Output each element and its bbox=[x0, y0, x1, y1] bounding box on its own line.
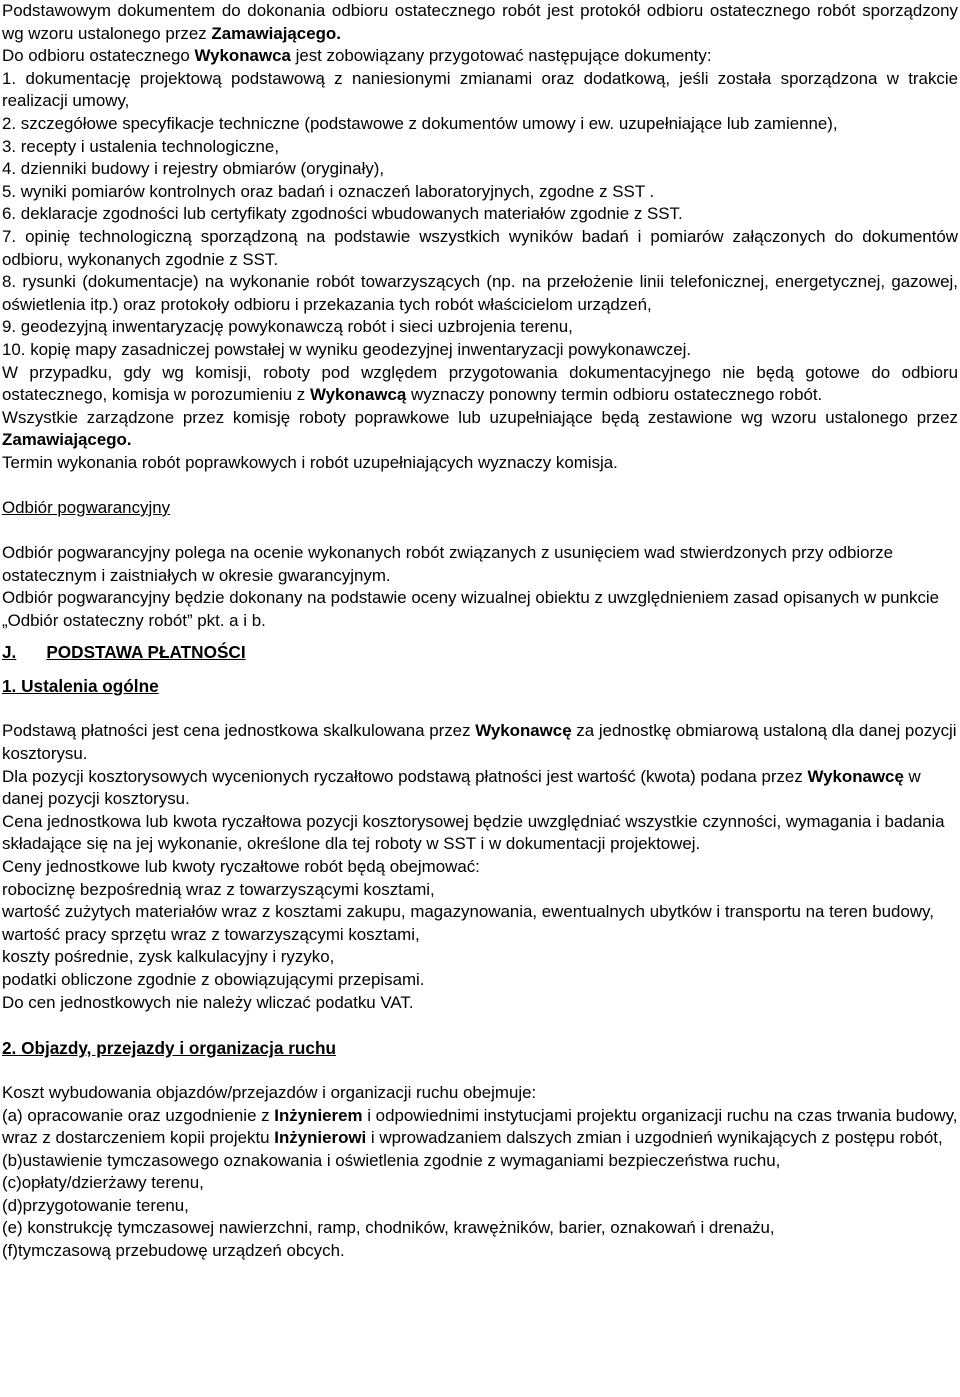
paragraph-text: za jednostkę obmiarową ustaloną dla danej pozycji kosztorysu. bbox=[2, 721, 957, 763]
paragraph-text: wyznaczy ponowny termin odbioru ostatecznego robót. bbox=[406, 385, 823, 405]
list-number: 2. bbox=[2, 113, 17, 133]
spacer bbox=[2, 698, 958, 721]
paragraph: Odbiór pogwarancyjny polega na ocenie wykonanych robót związanych z usunięciem wad stwierdzonych przy odbiorze ostatecznym i zaistniałych w okresie gwarancyjnym. bbox=[2, 543, 893, 585]
list-number: 6. bbox=[2, 204, 17, 224]
documents-list bbox=[2, 68, 958, 362]
list-number: 1. bbox=[2, 68, 17, 88]
paragraph bbox=[2, 720, 958, 765]
paragraph: Termin wykonania robót poprawkowych i robót uzupełniających wyznaczy komisja. bbox=[2, 452, 618, 472]
list-item-text: geodezyjną inwentaryzację powykonawczą robót i sieci uzbrojenia terenu, bbox=[20, 317, 573, 337]
section-j-heading bbox=[2, 641, 958, 664]
paragraph-bold-text: Wykonawcę bbox=[475, 721, 572, 741]
paragraph-text: jest zobowiązany przygotować następujące dokumenty: bbox=[290, 46, 712, 66]
spacer bbox=[2, 633, 958, 641]
paragraph-text: (a) opracowanie oraz uzgodnienie z bbox=[2, 1105, 275, 1125]
list-number: 4. bbox=[2, 159, 17, 179]
section-title: PODSTAWA PŁATNOŚCI bbox=[46, 641, 246, 662]
spacer bbox=[2, 474, 958, 497]
spacer bbox=[2, 520, 958, 543]
list-item: podatki obliczone zgodnie z obowiązującymi przepisami. bbox=[2, 969, 425, 989]
list-item-text: dzienniki budowy i rejestry obmiarów (oryginały), bbox=[20, 159, 385, 179]
spacer bbox=[2, 1014, 958, 1037]
spacer bbox=[2, 663, 958, 675]
paragraph-text: Wszystkie zarządzone przez komisję roboty poprawkowe lub uzupełniające będą zestawione wg wzoru ustalonego przez bbox=[2, 407, 958, 427]
documents-required-paragraph bbox=[2, 45, 958, 68]
paragraph-bold-text: Wykonawca bbox=[194, 46, 291, 66]
list-item bbox=[2, 181, 958, 204]
section-heading: 1. Ustalenia ogólne bbox=[2, 676, 159, 697]
list-item: (d)przygotowanie terenu, bbox=[2, 1195, 189, 1215]
paragraph-text: Podstawą płatności jest cena jednostkowa skalkulowana przez bbox=[2, 721, 476, 741]
list-number: 5. bbox=[2, 181, 17, 201]
list-item: (f)tymczasową przebudowę urządzeń obcych. bbox=[2, 1241, 345, 1261]
list-item-text: dokumentację projektową podstawową z naniesionymi zmianami oraz dodatkową, jeśli została sporządzona w trakcie realizacji umowy, bbox=[2, 68, 958, 111]
list-item-text: kopię mapy zasadniczej powstałej w wyniku geodezyjnej inwentaryzacji powykonawczej. bbox=[30, 339, 692, 359]
list-item-text: rysunki (dokumentacje) na wykonanie robót towarzyszących (np. na przełożenie linii telefonicznej, energetycznej, gazowej, oświetlenia itp.) oraz protokoły odbioru i przekazania tych robót właścicielom urządzeń, bbox=[2, 272, 958, 314]
list-item bbox=[2, 68, 958, 113]
paragraph: Koszt wybudowania objazdów/przejazdów i organizacji ruchu obejmuje: bbox=[2, 1082, 537, 1102]
list-number: 8. bbox=[2, 272, 17, 292]
list-item bbox=[2, 1105, 958, 1150]
intro-bold-text: Zamawiającego. bbox=[211, 23, 341, 43]
section-heading: Odbiór pogwarancyjny bbox=[2, 498, 171, 518]
list-item bbox=[2, 158, 958, 181]
document-page bbox=[2, 0, 958, 1263]
paragraph: Cena jednostkowa lub kwota ryczałtowa pozycji kosztorysowej będzie uwzględniać wszystkie czynności, wymagania i badania składające się na jej wykonanie, określone dla tej roboty w SST i w dokumentacji projektowej. bbox=[2, 811, 945, 854]
section-heading: 2. Objazdy, przejazdy i organizacja ruchu bbox=[2, 1037, 336, 1058]
list-item-text: recepty i ustalenia technologiczne, bbox=[20, 136, 280, 156]
list-item bbox=[2, 316, 958, 339]
list-item bbox=[2, 136, 958, 159]
paragraph-text: i odpowiednimi instytucjami projektu organizacji ruchu na czas trwania budowy, wraz z dostarczeniem kopii projektu bbox=[2, 1105, 958, 1148]
spacer bbox=[2, 1059, 958, 1082]
list-item: wartość zużytych materiałów wraz z kosztami zakupu, magazynowania, ewentualnych ubytków i transportu na teren budowy, bbox=[2, 902, 934, 922]
list-item bbox=[2, 113, 958, 136]
intro-paragraph bbox=[2, 0, 958, 45]
list-number: 9. bbox=[2, 317, 17, 337]
list-item bbox=[2, 339, 958, 362]
paragraph-bold-text: Inżynierem bbox=[274, 1105, 363, 1125]
list-item bbox=[2, 203, 958, 226]
list-item: koszty pośrednie, zysk kalkulacyjny i ryzyko, bbox=[2, 947, 335, 967]
paragraph bbox=[2, 362, 958, 407]
paragraph-bold-text: Inżynierowi bbox=[274, 1128, 367, 1148]
section-letter: J. bbox=[2, 641, 17, 662]
list-item-text: wyniki pomiarów kontrolnych oraz badań i oznaczeń laboratoryjnych, zgodne z SST . bbox=[20, 181, 655, 201]
intro-text: Podstawowym dokumentem do dokonania odbioru ostatecznego robót jest protokół odbioru ostatecznego robót sporządzony wg wzoru ustalonego przez bbox=[2, 1, 958, 43]
list-item bbox=[2, 271, 958, 316]
list-number: 7. bbox=[2, 226, 17, 246]
paragraph-text: Do odbioru ostatecznego bbox=[2, 46, 195, 66]
paragraph-bold-text: Wykonawcą bbox=[309, 385, 407, 405]
list-number: 10. bbox=[2, 339, 26, 359]
paragraph bbox=[2, 766, 958, 811]
paragraph: Do cen jednostkowych nie należy wliczać podatku VAT. bbox=[2, 992, 414, 1012]
list-item: (b)ustawienie tymczasowego oznakowania i oświetlenia zgodnie z wymaganiami bezpieczeństwa ruchu, bbox=[2, 1150, 781, 1170]
list-item: (c)opłaty/dzierżawy terenu, bbox=[2, 1173, 204, 1193]
paragraph-bold-text: Zamawiającego. bbox=[2, 430, 132, 450]
list-number: 3. bbox=[2, 136, 17, 156]
list-item-text: opinię technologiczną sporządzoną na podstawie wszystkich wyników badań i pomiarów załączonych do dokumentów odbioru, wykonanych zgodnie z SST. bbox=[2, 226, 958, 269]
list-item: wartość pracy sprzętu wraz z towarzyszącymi kosztami, bbox=[2, 924, 420, 944]
paragraph: Ceny jednostkowe lub kwoty ryczałtowe robót będą obejmować: bbox=[2, 856, 480, 876]
list-item-text: deklaracje zgodności lub certyfikaty zgodności wbudowanych materiałów zgodnie z SST. bbox=[20, 204, 683, 224]
list-item bbox=[2, 226, 958, 271]
paragraph-bold-text: Wykonawcę bbox=[807, 766, 904, 786]
paragraph: Odbiór pogwarancyjny będzie dokonany na podstawie oceny wizualnej obiektu z uwzględnieniem zasad opisanych w punkcie „Odbiór ostateczny robót” pkt. a i b. bbox=[2, 588, 940, 631]
list-item: (e) konstrukcję tymczasowej nawierzchni, ramp, chodników, krawężników, barier, oznakowań i drenażu, bbox=[2, 1218, 775, 1238]
list-item: robociznę bezpośrednią wraz z towarzyszącymi kosztami, bbox=[2, 879, 435, 899]
paragraph-text: W przypadku, gdy wg komisji, roboty pod względem przygotowania dokumentacyjnego nie będą gotowe do odbioru ostatecznego, komisja w porozumieniu z bbox=[2, 362, 958, 405]
paragraph bbox=[2, 407, 958, 452]
list-item-text: szczegółowe specyfikacje techniczne (podstawowe z dokumentów umowy i ew. uzupełniające lub zamienne), bbox=[20, 113, 838, 133]
paragraph-text: w danej pozycji kosztorysu. bbox=[2, 766, 921, 809]
paragraph-text: i wprowadzaniem dalszych zmian i uzgodnień wynikających z postępu robót, bbox=[366, 1128, 943, 1148]
paragraph-text: Dla pozycji kosztorysowych wycenionych ryczałtowo podstawą płatności jest wartość (kwota) podana przez bbox=[2, 766, 808, 786]
